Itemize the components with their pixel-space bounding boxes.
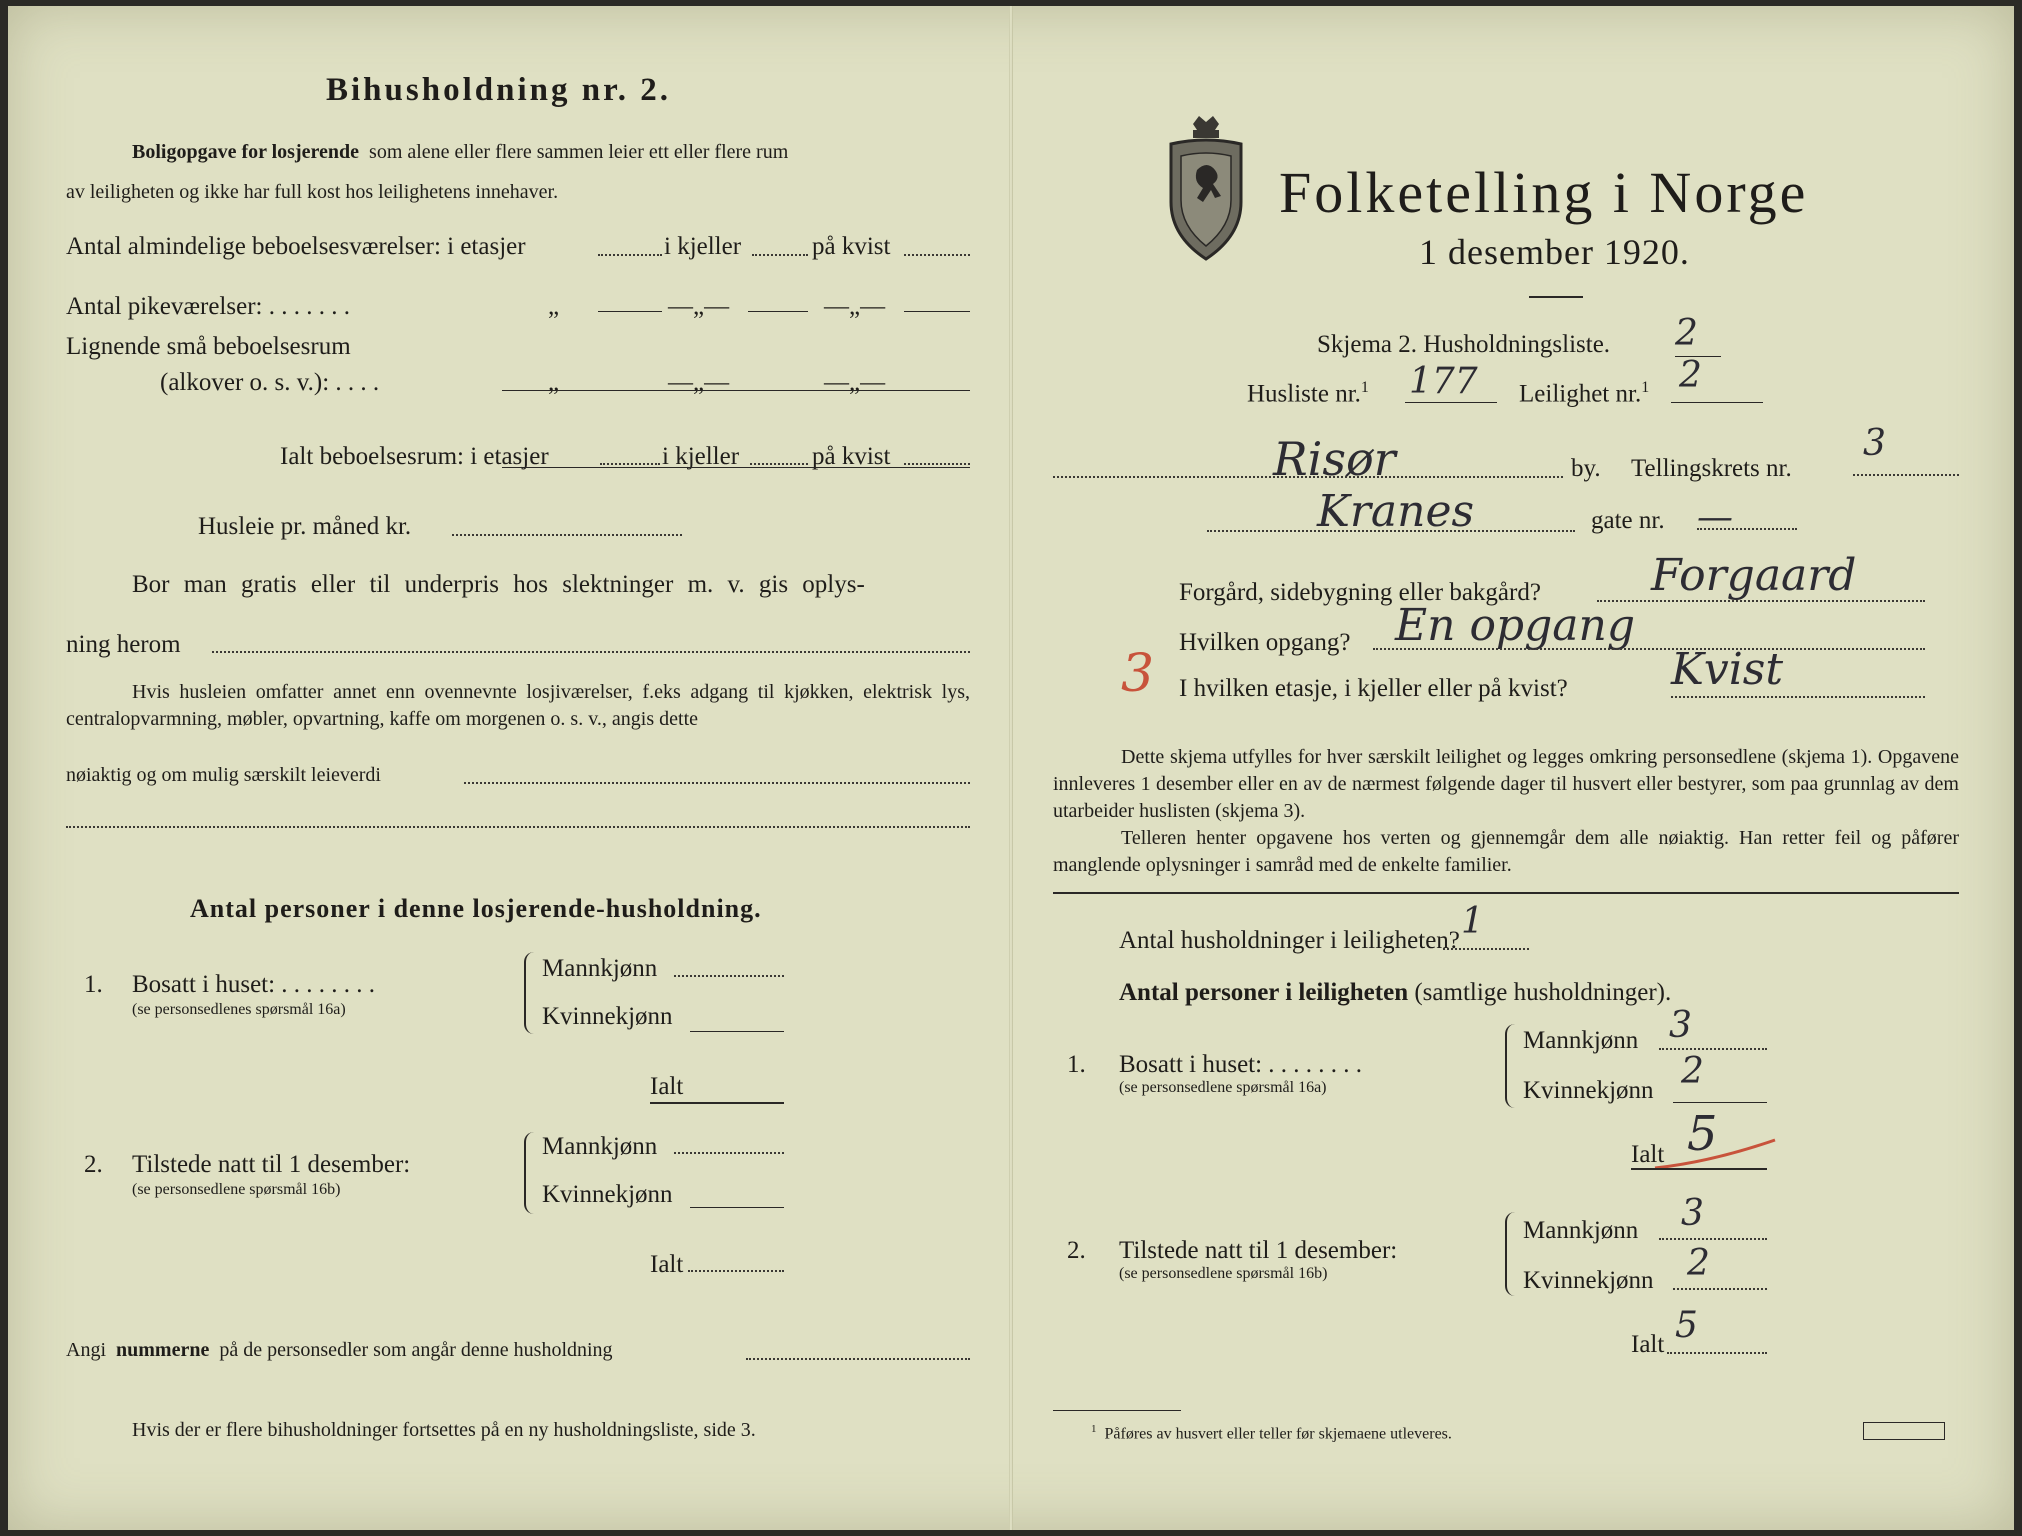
right-q1-ialt-field [1631,1168,1767,1170]
hw-bosatt-mann: 3 [1669,1005,1692,1046]
hw-opgang: En opgang [1395,600,1636,651]
antal-personer-bold: Antal personer i leiligheten [1119,979,1409,1006]
leilighet-footnote-mark: 1 [1641,379,1650,396]
form-date: 1 desember 1920. [1419,232,1690,272]
right-q1-mann-label: Mannkjønn [1523,1027,1639,1054]
opgang-field [1373,648,1925,650]
ialt-etasjer-field [600,463,660,465]
hw-tilstede-kvinne: 2 [1687,1243,1710,1284]
husliste-footnote-mark: 1 [1360,379,1369,396]
husleie-label: Husleie pr. måned kr. [198,513,412,540]
antal-personer-rest: (samtlige husholdninger). [1414,979,1672,1006]
right-q1-brace [1505,1024,1517,1108]
left-q2-ialt-label: Ialt [650,1251,684,1278]
by-label: by. [1571,455,1601,482]
left-q1-ialt-label: Ialt [650,1073,684,1100]
left-q1-kvinne-field [690,1031,784,1032]
right-q1-num: 1. [1067,1051,1086,1078]
norwegian-coat-of-arms-icon [1163,114,1249,264]
census-form-sheet [8,6,2014,1530]
tellingskrets-field [1853,474,1959,476]
right-q1-ialt-label: Ialt [1631,1141,1665,1168]
intro-line-2: av leiligheten og ikke har full kost hos leilighetens innehaver. [66,181,559,203]
angi-field [746,1358,970,1360]
pike-field-1 [598,311,662,312]
leilighet-field [1671,402,1763,403]
left-q2-num: 2. [84,1151,103,1178]
husleie-field [452,534,682,536]
left-q1-brace [524,952,536,1034]
left-footer: Hvis der er flere bihusholdninger fortsettes på en ny husholdningsliste, side 3. [132,1419,756,1441]
etasje-label: I hvilken etasje, i kjeller eller på kvist? [1179,675,1568,702]
bor-field [212,651,970,653]
rooms-label: Antal almindelige beboelsesværelser: i etasjer [66,233,526,260]
left-q2-brace [524,1132,536,1214]
left-q1-mann-label: Mannkjønn [542,955,658,982]
right-q1-mann-field [1659,1048,1767,1050]
pike-label: Antal pikeværelser: . . . . . . . [66,293,350,320]
hw-tilstede-mann: 3 [1681,1193,1704,1234]
hw-etasje-red: 3 [1121,644,1155,704]
pike-field-2 [748,311,808,312]
hw-bosatt-kvinne: 2 [1681,1051,1704,1092]
pike-field-3 [904,311,970,312]
antal-personer-line [1119,980,1671,1005]
right-q1-kvinne-label: Kvinnekjønn [1523,1077,1654,1104]
tellingskrets-label: Tellingskrets nr. [1631,455,1792,482]
gate-nr-field [1697,528,1797,530]
husliste-field [1405,402,1497,403]
hw-tellingskrets-nr: 3 [1863,423,1886,464]
instructions-paragraph-2: Telleren henter opgavene hos verten og gjennemgår dem alle nøiaktig. Han retter feil og påfører manglende oplysninger i samråd med de enkelte familier. [1053,827,1959,876]
form-title: Folketelling i Norge [1279,160,1809,225]
footnote-text: Påføres av husvert eller teller før skjemaene utleveres. [1104,1425,1452,1443]
ialt-kjeller-field [750,463,808,465]
hw-husliste-nr: 177 [1409,361,1478,402]
gate-field [1207,530,1575,532]
footnote-line [1091,1424,1452,1442]
right-q2-ialt-label: Ialt [1631,1331,1665,1358]
right-q2-num: 2. [1067,1237,1086,1264]
printer-stamp [1863,1422,1945,1440]
rooms-kvist-label: på kvist [812,233,891,260]
angi-line [66,1340,613,1360]
bor-label-2: ning herom [66,631,181,658]
hw-by: Risør [1273,432,1396,486]
left-q2-sub: (se personsedlene spørsmål 16b) [132,1181,341,1198]
footnote-divider [1053,1410,1181,1411]
alkover-ditto-3: —„— [824,369,886,396]
alkover-label: (alkover o. s. v.): . . . . [160,369,380,396]
by-field [1053,476,1563,478]
antal-husholdninger-label: Antal husholdninger i leiligheten? [1119,927,1460,954]
gate-label: gate nr. [1591,507,1665,534]
hw-forgaard: Forgaard [1651,550,1857,601]
rooms-kvist-field [904,254,970,256]
hvis-paragraph: Hvis husleien omfatter annet enn ovennevnte losjiværelser, f.eks adgang til kjøkken, elektrisk lys, centralopvarmning, møbler, opvartning, kaffe om morgenen o. s. v., angis dette [66,681,970,730]
alkover-underline [502,390,970,391]
hw-bosatt-ialt: 5 [1687,1106,1718,1162]
intro-rest: som alene eller flere sammen leier ett eller flere rum [369,141,789,163]
etasje-field [1671,696,1925,698]
intro-bold: Boligopgave for losjerende [132,141,360,163]
ialt-rooms-label: Ialt beboelsesrum: i etasjer [280,443,549,470]
right-q2-sub: (se personsedlene spørsmål 16b) [1119,1265,1328,1282]
husliste-label [1247,380,1369,406]
left-q1-kvinne-label: Kvinnekjønn [542,1003,673,1030]
pike-ditto-3: —„— [824,293,886,320]
title-divider [1529,296,1583,298]
left-page [8,6,1011,1530]
instructions-paragraph-1: Dette skjema utfylles for hver særskilt leilighet og legges omkring personsedlene (skjema 1). Opgavene innleveres 1 desember eller en av de nærmest følgende dager til husvert eller bestyrer, som paa grunnlag av dem utarbeider huslisten (skjema 3). [1053,746,1959,822]
angi-rest: på de personsedler som angår denne husholdning [219,1339,613,1361]
husliste-text: Husliste nr. [1247,380,1361,408]
hw-etasje: Kvist [1671,644,1784,695]
pike-ditto-2: —„— [668,293,730,320]
alkover-ditto-1: „ [548,369,560,396]
rooms-kjeller-label: i kjeller [664,233,742,260]
hw-gate: Kranes [1317,486,1475,537]
alkover-ditto-2: —„— [668,369,730,396]
hw-gate-nr: — [1697,497,1733,538]
ialt-kvist-label: på kvist [812,443,891,470]
left-q1-ialt-field [650,1102,784,1104]
right-q1-sub: (se personsedlene spørsmål 16a) [1119,1079,1327,1096]
left-heading: Bihusholdning nr. 2. [326,72,671,108]
hw-tilstede-ialt: 5 [1675,1305,1698,1346]
right-q2-mann-label: Mannkjønn [1523,1217,1639,1244]
left-q2-label: Tilstede natt til 1 desember: [132,1151,411,1178]
left-q2-mann-field [674,1152,784,1154]
leilighet-label [1519,380,1649,406]
right-q1-label: Bosatt i huset: . . . . . . . . [1119,1051,1363,1078]
angi-pre: Angi [66,1339,106,1361]
right-q2-label: Tilstede natt til 1 desember: [1119,1237,1398,1264]
right-q2-kvinne-label: Kvinnekjønn [1523,1267,1654,1294]
footnote-mark: 1 [1091,1423,1097,1435]
pike-ditto-1: „ [548,293,560,320]
opgang-label: Hvilken opgang? [1179,629,1351,656]
hvis-line-3: nøiaktig og om mulig særskilt leieverdi [66,764,381,786]
left-q2-kvinne-field [690,1207,784,1208]
leilighet-text: Leilighet nr. [1519,380,1642,408]
right-q2-mann-field [1659,1238,1767,1240]
forgaard-field [1597,600,1925,602]
skjema-label: Skjema 2. Husholdningsliste. [1317,331,1611,358]
left-q2-mann-label: Mannkjønn [542,1133,658,1160]
hw-husholdningsliste-nr: 2 [1675,313,1698,354]
left-q1-label: Bosatt i huset: . . . . . . . . [132,971,376,998]
left-q1-sub: (se personsedlenes spørsmål 16a) [132,1001,346,1018]
left-q2-kvinne-label: Kvinnekjønn [542,1181,673,1208]
antal-husholdninger-field [1443,948,1529,950]
right-q2-brace [1505,1212,1517,1296]
right-q2-kvinne-field [1673,1288,1767,1290]
rooms-kjeller-field [752,254,808,256]
ialt-rooms-underline [502,467,970,468]
right-q1-kvinne-field [1673,1102,1767,1103]
rooms-etasjer-field [598,254,662,256]
left-q1-mann-field [674,975,784,977]
ialt-kjeller-label: i kjeller [662,443,740,470]
persons-heading: Antal personer i denne losjerende-husholdning. [190,894,762,923]
hw-leilighet-nr: 2 [1679,355,1702,396]
section-divider [1053,892,1959,894]
right-page [1011,6,2014,1530]
lignende-label: Lignende små beboelsesrum [66,333,351,360]
forgaard-label: Forgård, sidebygning eller bakgård? [1179,579,1541,606]
bor-label: Bor man gratis eller til underpris hos slektninger m. v. gis oplys- [132,571,865,598]
intro-line-1 [132,142,788,162]
leieverdi-field [464,782,970,784]
hw-antal-husholdninger: 1 [1461,901,1484,942]
ialt-kvist-field [904,463,970,465]
left-q1-num: 1. [84,971,103,998]
left-q2-ialt-field [688,1270,784,1272]
right-q2-ialt-field [1667,1352,1767,1354]
angi-bold: nummerne [116,1339,210,1361]
leieverdi-field-2 [66,826,970,828]
